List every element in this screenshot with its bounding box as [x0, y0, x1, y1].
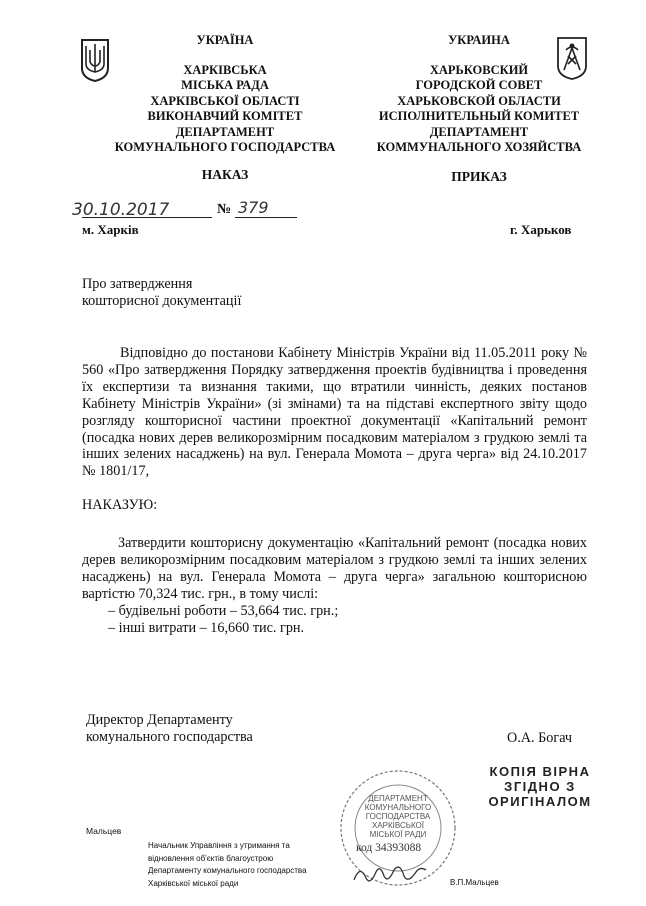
org-line: ИСПОЛНИТЕЛЬНЫЙ КОМИТЕТ	[378, 109, 580, 123]
doc-type-right: ПРИКАЗ	[451, 169, 507, 184]
org-line: ХАРЬКОВСКИЙ	[429, 62, 529, 77]
org-line: ХАРКІВСЬКОЇ ОБЛАСТІ	[150, 93, 300, 108]
org-line: КОММУНАЛЬНОГО ХОЗЯЙСТВА	[376, 140, 582, 154]
org-line: ГОРОДСКОЙ СОВЕТ	[415, 78, 543, 92]
header-left	[100, 33, 350, 156]
city-left: м. Харків	[82, 222, 139, 237]
subject-line: кошторисної документації	[82, 293, 242, 309]
list-item: – будівельні роботи – 53,664 тис. грн.;	[108, 603, 339, 619]
items-list	[108, 603, 338, 637]
footer-position: Начальник Управління з утримання та відновлення об'єктів благоустрою Департаменту комунального господарства Харківської міської ради	[148, 841, 307, 888]
org-line: МІСЬКА РАДА	[181, 78, 269, 92]
city-right: г. Харьков	[510, 222, 572, 237]
list-item: – інші витрати – 16,660 тис. грн.	[108, 620, 305, 636]
subject-line: Про затвердження	[82, 276, 193, 292]
signatory-name: О.А. Богач	[507, 730, 573, 746]
country-right: УКРАИНА	[448, 33, 510, 47]
doc-type-left: НАКАЗ	[201, 167, 249, 182]
country-left: УКРАЇНА	[196, 33, 254, 47]
org-line: КОМУНАЛЬНОГО ГОСПОДАРСТВА	[114, 140, 336, 154]
order-number: 379	[238, 198, 269, 217]
org-line: ДЕПАРТАМЕНТ	[429, 124, 529, 139]
number-line	[235, 217, 297, 218]
org-line: ХАРЬКОВСКОЙ ОБЛАСТИ	[397, 93, 561, 108]
footer-name: В.П.Мальцев	[450, 878, 499, 887]
handwritten-signature-icon	[350, 858, 430, 888]
signatory-position: Директор Департаменту комунального господарства	[86, 712, 253, 745]
subject	[82, 276, 241, 310]
order-word: НАКАЗУЮ:	[82, 497, 158, 513]
header-right	[354, 33, 604, 156]
org-line: ВИКОНАВЧИЙ КОМІТЕТ	[147, 109, 303, 123]
decision: Затвердити кошторисну документацію «Капітальний ремонт (посадка нових дерев великорозмірним посадковим матеріалом з грудкою землі та інших зелених насаджень) на вул. Генерала Момота – друга черга» загальною кошторисною вартістю 70,324 тис. грн., в тому числі:	[82, 535, 587, 602]
org-line: ДЕПАРТАМЕНТ	[175, 124, 275, 139]
certified-copy-stamp: КОПІЯ ВІРНА ЗГІДНО З ОРИГІНАЛОМ	[488, 764, 592, 809]
seal-code: код 34393088	[356, 842, 422, 854]
number-label: №	[217, 202, 232, 217]
org-line: ХАРКІВСЬКА	[183, 62, 267, 77]
round-seal: ДЕПАРТАМЕНТ КОМУНАЛЬНОГО ГОСПОДАРСТВА ХАРКІВСЬКОЇ МІСЬКОЇ РАДИ код 34393088	[336, 766, 460, 890]
preamble: Відповідно до постанови Кабінету Міністрів України від 11.05.2011 року № 560 «Про затвердження Порядку затвердження проектів будівництва і проведення їх експертизи та визнання такими, що втратили чинність, деяких постанов Кабінету Міністрів України» (зі змінами) та на підставі експертного звіту щодо розгляду кошторисної частини проектної документації «Капітальний ремонт (посадка нових дерев великорозмірним посадковим матеріалом з грудкою землі та інших зелених насаджень) на вул. Генерала Момота – друга черга» від 24.10.2017 № 1801/17,	[82, 345, 587, 480]
order-date: 30.10.2017	[72, 200, 170, 220]
executor-name: Мальцев	[86, 826, 122, 836]
